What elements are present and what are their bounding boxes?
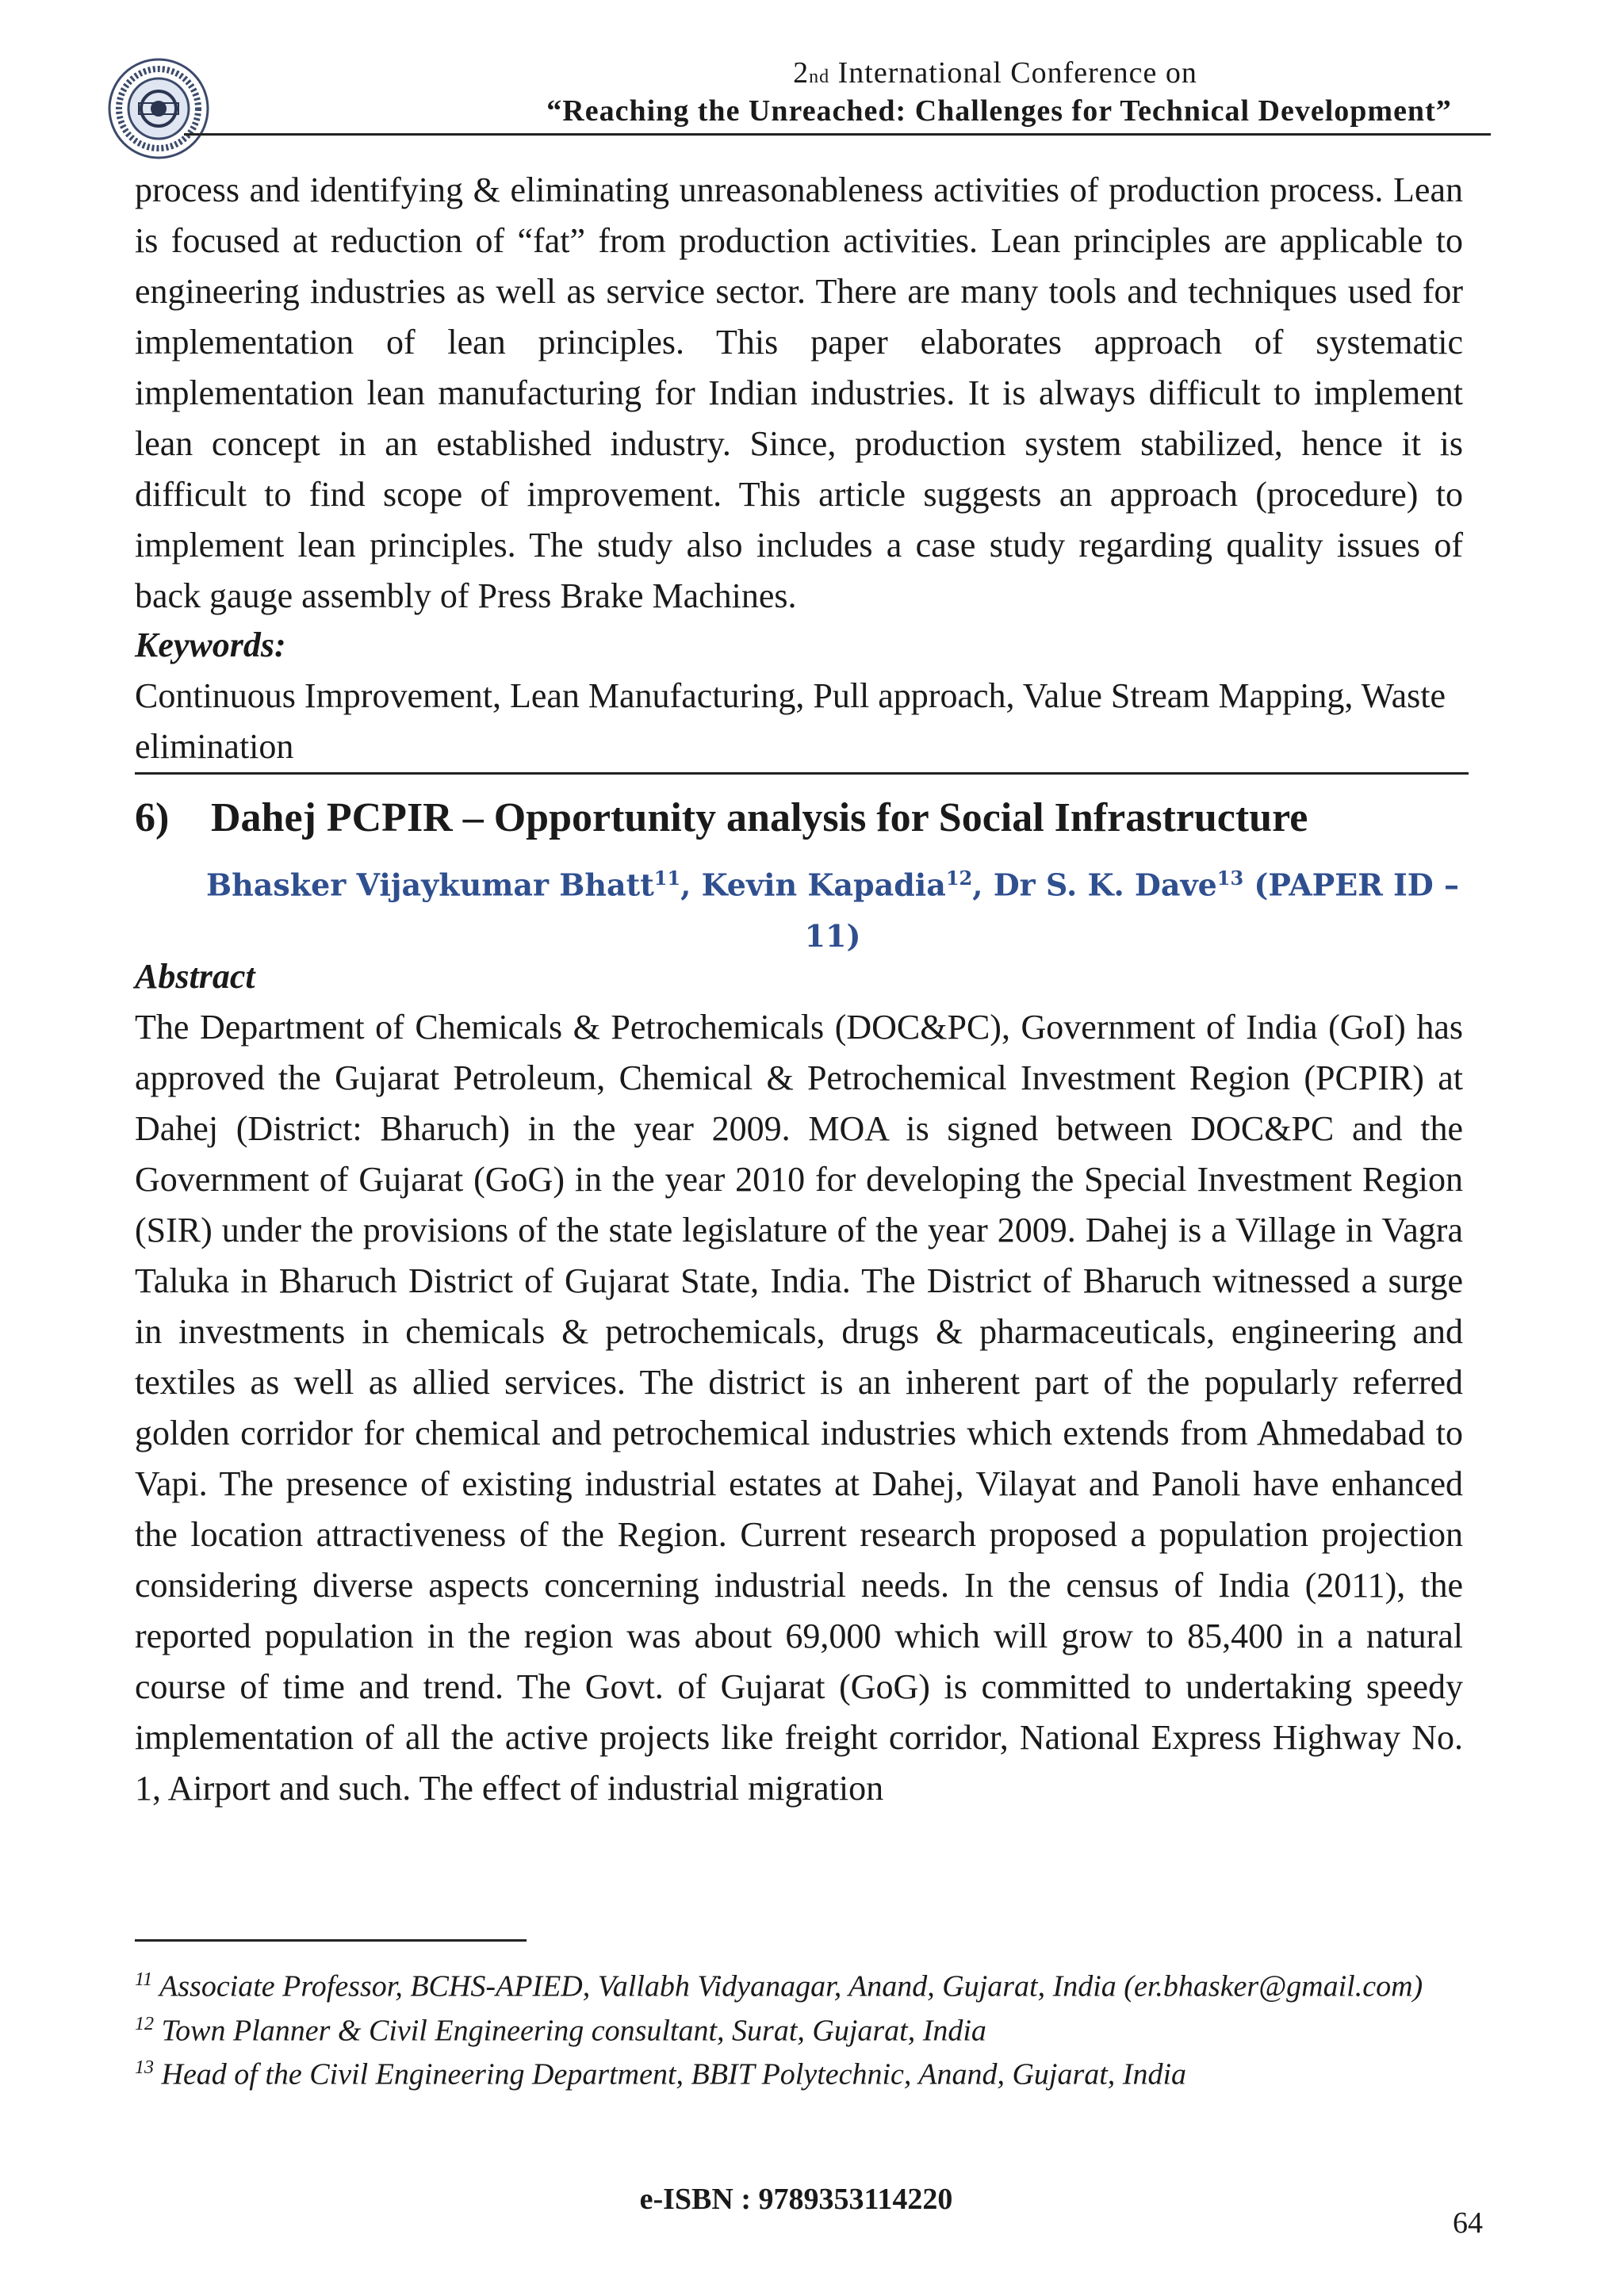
conference-seal-logo bbox=[107, 57, 210, 160]
section-heading bbox=[135, 790, 1483, 847]
header-divider bbox=[184, 133, 1491, 136]
keywords-list: Continuous Improvement, Lean Manufacturing, Pull approach, Value Stream Mapping, Waste elimination bbox=[135, 676, 1446, 766]
footnote: $^{12}$ Town Planner & Civil Engineering consultant, Surat, Gujarat, India bbox=[135, 2013, 986, 2048]
author-list: Bhasker Vijaykumar Bhatt$^{11}$, Kevin Kapadia$^{12}$, Dr S. K. Dave$^{13}$ (PAPER ID – 11) bbox=[206, 867, 1459, 954]
keywords-heading: Keywords: bbox=[135, 626, 286, 664]
footnote-divider bbox=[135, 1939, 527, 1942]
abstract-heading: Abstract bbox=[135, 957, 255, 996]
abstract-text: The Department of Chemicals & Petrochemicals (DOC&PC), Government of India (GoI) has approved the Gujarat Petroleum, Chemical & Petrochemical Investment Region (PCPIR) at Dahej (District: Bharuch) in the year 2009. MOA is signed between DOC&PC and the Government of Gujarat (GoG) in the year 2010 for developing the Special Investment Region (SIR) under the provisions of the state legislature of the year 2009. Dahej is a Village in Vagra Taluka in Bharuch District of Gujarat State, India. The District of Bharuch witnessed a surge in investments in chemicals & petrochemicals, drugs & pharmaceuticals, engineering and textiles as well as allied services. The district is an inherent part of the popularly referred golden corridor for chemical and petrochemical industries which extends from Ahmedabad to Vapi. The presence of existing industrial estates at Dahej, Vilayat and Panoli have enhanced the location attractiveness of the Region. Current research proposed a population projection considering diverse aspects concerning industrial needs. In the census of India (2011), the reported population in the region was about 69,000 which will grow to 85,400 in a natural course of time and trend. The Govt. of Gujarat (GoG) is committed to undertaking speedy implementation of all the active projects like freight corridor, National Express Highway No. 1, Airport and such. The effect of industrial migration bbox=[135, 1008, 1463, 1808]
section-divider bbox=[135, 772, 1469, 775]
previous-abstract-continuation: process and identifying & eliminating unreasonableness activities of production process. Lean is focused at reduction of “fat” from production activities. Lean principles are applicable to engineering industries as well as service sector. There are many tools and techniques used for implementation of lean principles. This paper elaborates approach of systematic implementation lean manufacturing for Indian industries. It is always difficult to implement lean concept in an established industry. Since, production system stabilized, hence it is difficult to find scope of improvement. This article suggests an approach (procedure) to implement lean principles. The study also includes a case study regarding quality issues of back gauge assembly of Press Brake Machines. bbox=[135, 170, 1463, 615]
page-number: 64 bbox=[1453, 2206, 1483, 2240]
section-number: 6) bbox=[135, 795, 170, 840]
conference-theme: “Reaching the Unreached: Challenges for Technical Development” bbox=[546, 94, 1452, 128]
footnote: $^{11}$ Associate Professor, BCHS-APIED, Vallabh Vidyanagar, Anand, Gujarat, India (er.bhasker@gmail.com) bbox=[135, 1969, 1423, 2003]
section-title: Dahej PCPIR – Opportunity analysis for Social Infrastructure bbox=[211, 795, 1308, 840]
footnote: $^{13}$ Head of the Civil Engineering Department, BBIT Polytechnic, Anand, Gujarat, India bbox=[135, 2057, 1187, 2091]
conference-title: 2nd International Conference on bbox=[793, 56, 1197, 90]
footnotes bbox=[135, 1961, 1455, 2094]
isbn-footer: e-ISBN : 9789353114220 bbox=[639, 2183, 953, 2216]
